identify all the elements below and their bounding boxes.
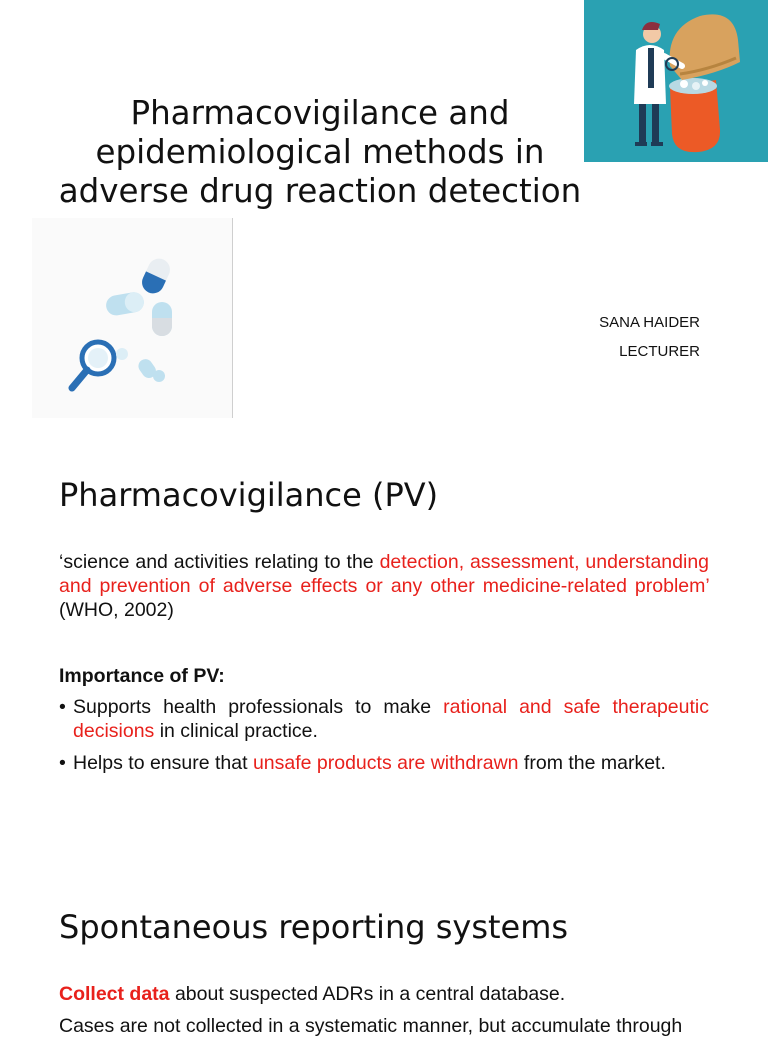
collect-data-text: about suspected ADRs in a central database. bbox=[169, 983, 566, 1005]
pills-magnifier-icon bbox=[32, 218, 232, 418]
pv-definition-slide bbox=[0, 448, 768, 868]
doctor-capsule-icon bbox=[584, 0, 768, 162]
slide-heading: Pharmacovigilance (PV) bbox=[59, 476, 439, 514]
collect-data-highlight: Collect data bbox=[59, 983, 170, 1005]
pills-magnifier-illustration bbox=[32, 218, 233, 418]
bullet-icon: • bbox=[59, 696, 66, 718]
bullet-text: Helps to ensure that bbox=[73, 752, 253, 774]
definition-citation: (WHO, 2002) bbox=[59, 599, 174, 621]
author-name: SANA HAIDER bbox=[599, 314, 700, 331]
importance-list bbox=[59, 695, 709, 783]
presentation-title: Pharmacovigilance and epidemiological methods in adverse drug reaction detection bbox=[58, 94, 582, 210]
collect-data-line bbox=[59, 982, 565, 1006]
bullet-icon: • bbox=[59, 752, 66, 774]
cases-line: Cases are not collected in a systematic manner, but accumulate through bbox=[59, 1015, 683, 1037]
spontaneous-reporting-slide bbox=[0, 876, 768, 1037]
importance-label: Importance of PV: bbox=[59, 665, 225, 687]
author-role: LECTURER bbox=[619, 343, 700, 360]
bullet-highlight: unsafe products are withdrawn bbox=[252, 752, 519, 774]
list-item bbox=[59, 751, 709, 775]
bullet-highlight: rational and safe therapeutic decisions bbox=[73, 696, 709, 742]
slide-separator bbox=[0, 440, 768, 448]
author-block bbox=[599, 308, 700, 366]
bullet-text: Supports health professionals to make bbox=[73, 696, 444, 718]
list-item bbox=[59, 695, 709, 743]
slide-heading: Spontaneous reporting systems bbox=[59, 908, 569, 946]
definition-intro: ‘science and activities relating to the bbox=[59, 551, 380, 573]
title-slide bbox=[0, 0, 768, 440]
slide-separator bbox=[0, 868, 768, 876]
who-definition bbox=[59, 550, 709, 622]
bullet-text: in clinical practice. bbox=[154, 720, 318, 742]
definition-highlight: detection, assessment, understanding and prevention of adverse effects or any other medicine-related problem’ bbox=[59, 551, 710, 597]
doctor-capsule-illustration bbox=[584, 0, 768, 162]
bullet-text: from the market. bbox=[518, 752, 666, 774]
